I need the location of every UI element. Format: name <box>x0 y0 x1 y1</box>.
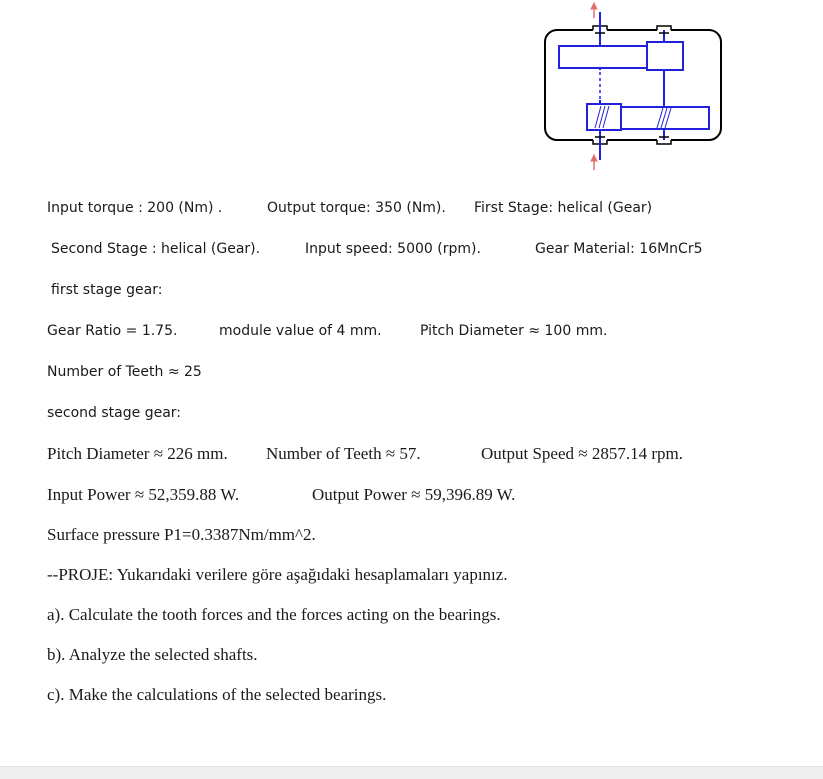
output-torque: Output torque: 350 (Nm). <box>267 200 446 216</box>
first-stage-type: First Stage: helical (Gear) <box>474 200 653 216</box>
output-gear <box>559 46 647 68</box>
first-stage-heading: first stage gear: <box>51 282 163 298</box>
bottom-scroll-strip <box>0 766 823 779</box>
second-stage-heading: second stage gear: <box>47 405 181 421</box>
gear-material: Gear Material: 16MnCr5 <box>535 241 703 257</box>
surface-pressure: Surface pressure P1=0.3387Nm/mm^2. <box>47 525 316 544</box>
first-stage-gear <box>621 107 709 129</box>
first-pitch-diameter: Pitch Diameter ≈ 100 mm. <box>420 323 608 339</box>
output-speed: Output Speed ≈ 2857.14 rpm. <box>481 444 683 463</box>
module-value: module value of 4 mm. <box>219 323 382 339</box>
input-power: Input Power ≈ 52,359.88 W. <box>47 485 240 504</box>
gear-ratio: Gear Ratio = 1.75. <box>47 323 178 339</box>
second-stage-type: Second Stage : helical (Gear). <box>51 241 261 257</box>
project-title: --PROJE: Yukarıdaki verilere göre aşağıdaki hesaplamaları yapınız. <box>47 565 508 584</box>
task-c: c). Make the calculations of the selected bearings. <box>47 685 387 704</box>
task-a: a). Calculate the tooth forces and the forces acting on the bearings. <box>47 605 501 624</box>
input-speed: Input speed: 5000 (rpm). <box>305 241 481 257</box>
output-arrow-icon <box>591 3 597 18</box>
second-stage-pinion <box>647 42 683 70</box>
input-torque: Input torque : 200 (Nm) . <box>47 200 223 216</box>
second-teeth-count: Number of Teeth ≈ 57. <box>266 444 421 463</box>
first-teeth-count: Number of Teeth ≈ 25 <box>47 364 202 380</box>
second-pitch-diameter: Pitch Diameter ≈ 226 mm. <box>47 444 228 463</box>
gearbox-diagram <box>535 0 725 175</box>
task-b: b). Analyze the selected shafts. <box>47 645 258 664</box>
input-arrow-icon <box>591 155 597 170</box>
output-power: Output Power ≈ 59,396.89 W. <box>312 485 516 504</box>
